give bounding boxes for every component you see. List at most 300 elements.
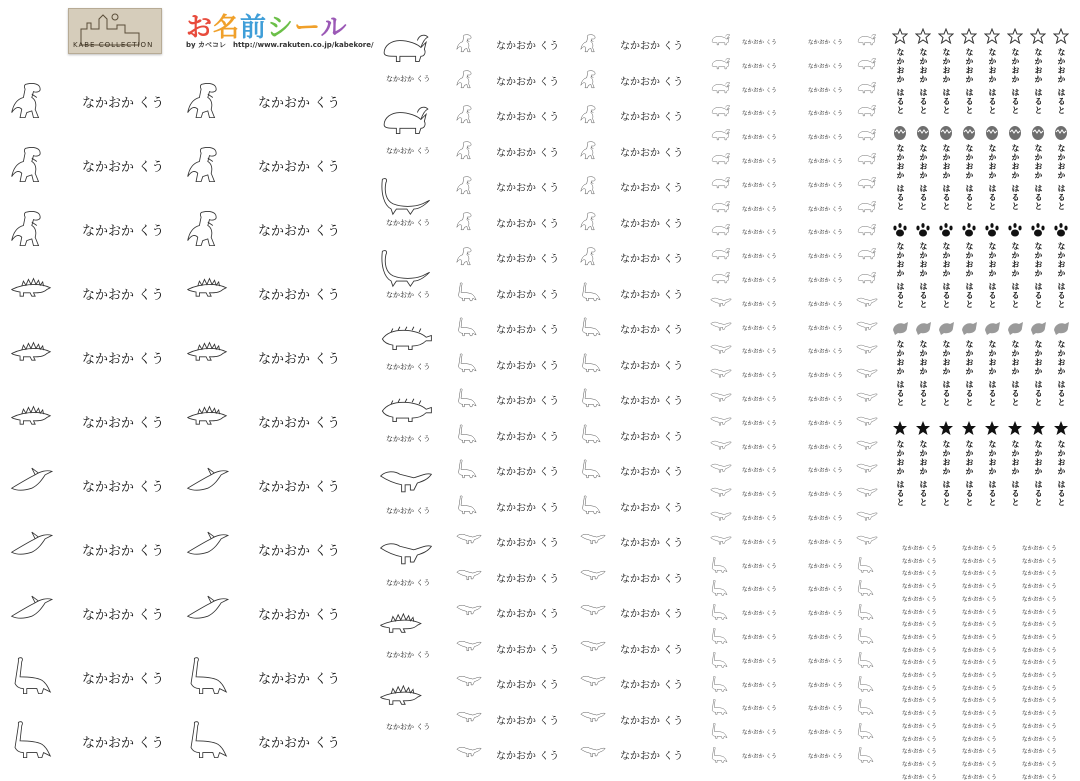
triceratops-icon	[856, 175, 878, 193]
name-label: なかおか くう	[808, 254, 843, 261]
brachiosaurus-icon	[856, 556, 878, 574]
name-label: なかおか くう	[808, 516, 843, 522]
vertical-name-label: なかおか はると	[896, 48, 905, 115]
vertical-name-label: なかおか はると	[965, 242, 974, 309]
name-label: なかおか くう	[902, 660, 937, 667]
name-label: なかおか くう	[808, 230, 843, 237]
triceratops-icon	[856, 151, 878, 169]
name-label: なかおか くう	[1022, 749, 1057, 756]
plesiosaur-icon	[372, 246, 440, 288]
allosaurus-icon	[856, 460, 878, 478]
vertical-name-label: なかおか はると	[919, 340, 928, 407]
allosaurus-icon	[856, 508, 878, 526]
name-label: なかおか くう	[808, 706, 843, 713]
brachiosaurus-icon	[456, 421, 482, 447]
name-label: なかおか くう	[258, 480, 341, 495]
vertical-name-label: なかおか はると	[965, 340, 974, 407]
name-label: なかおか くう	[620, 751, 684, 762]
name-label: なかおか くう	[962, 622, 997, 629]
name-label: なかおか くう	[1022, 546, 1057, 552]
allosaurus-icon	[710, 341, 732, 359]
name-label: なかおか くう	[902, 685, 937, 692]
stegosaurus-icon	[186, 330, 238, 382]
brachiosaurus-icon	[710, 698, 732, 716]
name-label: なかおか くう	[496, 325, 560, 336]
vertical-name-label: なかおか はると	[942, 242, 951, 309]
name-label: なかおか くう	[742, 40, 777, 46]
vertical-name-label: なかおか はると	[896, 340, 905, 407]
name-label: なかおか くう	[258, 352, 341, 367]
name-label: なかおか くう	[742, 206, 777, 213]
triceratops-icon	[710, 127, 732, 145]
name-label: なかおか くう	[620, 538, 684, 549]
name-label: なかおか くう	[82, 608, 165, 623]
name-label: なかおか くう	[742, 325, 777, 332]
name-label: なかおか くう	[82, 736, 165, 751]
vertical-name-label: なかおか はると	[965, 144, 974, 211]
allosaurus-icon	[856, 413, 878, 431]
allosaurus-icon	[580, 669, 606, 695]
name-label: なかおか くう	[902, 736, 937, 743]
name-label: なかおか くう	[742, 87, 777, 94]
trex-icon	[186, 74, 238, 126]
ankylosaurus-icon	[372, 318, 440, 360]
name-label: なかおか くう	[620, 644, 684, 656]
title-char: ー	[294, 13, 321, 43]
brachiosaurus-icon	[856, 627, 878, 645]
trex-icon	[10, 138, 62, 190]
brachiosaurus-icon	[856, 579, 878, 597]
vertical-name-label: なかおか はると	[1057, 144, 1066, 211]
trex-icon	[186, 138, 238, 190]
star-outline-icon	[984, 28, 1000, 44]
triceratops-icon	[856, 222, 878, 240]
name-label: なかおか くう	[82, 480, 165, 495]
triceratops-icon	[710, 199, 732, 217]
stegosaurus-icon	[186, 394, 238, 446]
vertical-name-label: なかおか はると	[988, 144, 997, 211]
vertical-name-label: なかおか はると	[1034, 242, 1043, 309]
name-label: なかおか くう	[808, 754, 843, 760]
allosaurus-icon	[856, 437, 878, 455]
plesiosaur-icon	[372, 174, 440, 216]
caption-label: なかおか くう	[386, 291, 431, 299]
paw-print-icon	[938, 222, 954, 238]
name-label: なかおか くう	[808, 420, 843, 427]
name-label: なかおか くう	[1022, 736, 1057, 743]
name-label: なかおか くう	[962, 673, 997, 679]
name-label: なかおか くう	[962, 609, 997, 616]
allosaurus-icon	[580, 598, 606, 624]
vertical-name-label: なかおか はると	[988, 242, 997, 309]
name-label: なかおか くう	[258, 96, 341, 111]
allosaurus-icon	[456, 634, 482, 660]
name-label: なかおか くう	[962, 558, 997, 565]
name-label: なかおか くう	[496, 112, 560, 123]
brachiosaurus-icon	[10, 650, 62, 702]
name-label: なかおか くう	[1022, 584, 1057, 591]
name-label: なかおか くう	[496, 538, 560, 549]
name-label: なかおか くう	[902, 673, 937, 679]
name-label: なかおか くう	[620, 147, 684, 159]
trex-icon	[580, 172, 606, 198]
name-label: なかおか くう	[82, 96, 165, 111]
brachiosaurus-icon	[710, 603, 732, 621]
vertical-name-label: なかおか はると	[896, 144, 905, 211]
star-filled-icon	[961, 420, 977, 436]
dino-egg-icon	[938, 124, 954, 140]
pteranodon-icon	[186, 522, 238, 574]
dino-egg-icon	[892, 124, 908, 140]
page-title	[186, 7, 348, 44]
name-label: なかおか くう	[620, 573, 684, 585]
triceratops-icon	[372, 30, 440, 72]
name-label: なかおか くう	[808, 325, 843, 332]
title-char: お	[186, 13, 214, 43]
paw-print-icon	[1030, 222, 1046, 238]
vertical-name-label: なかおか はると	[988, 440, 997, 507]
triceratops-icon	[710, 270, 732, 288]
name-label: なかおか くう	[620, 502, 684, 514]
trex-icon	[10, 202, 62, 254]
name-label: なかおか くう	[742, 278, 777, 284]
name-label: なかおか くう	[808, 63, 843, 70]
name-label: なかおか くう	[496, 396, 560, 407]
brachiosaurus-icon	[580, 456, 606, 482]
name-label: なかおか くう	[620, 431, 684, 443]
star-outline-icon	[961, 28, 977, 44]
trex-icon	[456, 243, 482, 269]
vertical-name-label: なかおか はると	[1034, 48, 1043, 115]
allosaurus-icon	[580, 527, 606, 553]
name-label: なかおか くう	[962, 584, 997, 591]
star-filled-icon	[1007, 420, 1023, 436]
name-label: なかおか くう	[1022, 761, 1057, 768]
name-label: なかおか くう	[258, 416, 341, 431]
paw-print-icon	[1053, 222, 1069, 238]
name-label: なかおか くう	[1022, 596, 1057, 603]
brachiosaurus-icon	[856, 651, 878, 669]
triceratops-icon	[856, 56, 878, 74]
name-label: なかおか くう	[902, 634, 937, 641]
name-label: なかおか くう	[808, 492, 843, 499]
name-label: なかおか くう	[742, 730, 777, 737]
trex-icon	[580, 30, 606, 56]
star-filled-icon	[915, 420, 931, 436]
dino-head-icon	[1030, 320, 1046, 336]
dino-head-icon	[892, 320, 908, 336]
stegosaurus-icon	[10, 266, 62, 318]
vertical-name-label: なかおか はると	[919, 48, 928, 115]
brachiosaurus-icon	[456, 492, 482, 518]
name-label: なかおか くう	[496, 751, 560, 762]
name-label: なかおか くう	[82, 544, 165, 559]
triceratops-icon	[856, 199, 878, 217]
name-label: なかおか くう	[742, 516, 777, 522]
name-label: なかおか くう	[82, 224, 165, 239]
name-label: なかおか くう	[496, 360, 560, 372]
caption-label: なかおか くう	[386, 651, 431, 659]
paw-print-icon	[892, 222, 908, 238]
name-label: なかおか くう	[742, 111, 777, 118]
star-outline-icon	[1030, 28, 1046, 44]
allosaurus-icon	[856, 484, 878, 502]
vertical-name-label: なかおか はると	[1011, 242, 1020, 309]
name-label: なかおか くう	[496, 609, 560, 620]
dino-egg-icon	[961, 124, 977, 140]
name-label: なかおか くう	[742, 754, 777, 760]
vertical-name-label: なかおか はると	[1057, 242, 1066, 309]
dino-head-icon	[1053, 320, 1069, 336]
triceratops-icon	[856, 246, 878, 264]
vertical-name-label: なかおか はると	[942, 340, 951, 407]
name-label: なかおか くう	[808, 111, 843, 118]
name-label: なかおか くう	[742, 563, 777, 570]
pteranodon-icon	[186, 458, 238, 510]
vertical-name-label: なかおか はると	[1057, 440, 1066, 507]
allosaurus-icon	[856, 294, 878, 312]
allosaurus-icon	[580, 705, 606, 731]
caption-label: なかおか くう	[386, 363, 431, 371]
name-label: なかおか くう	[808, 135, 843, 142]
vertical-name-label: なかおか はると	[896, 242, 905, 309]
allosaurus-icon	[856, 341, 878, 359]
paw-print-icon	[1007, 222, 1023, 238]
brachiosaurus-icon	[856, 675, 878, 693]
vertical-name-label: なかおか はると	[1011, 48, 1020, 115]
allosaurus-icon	[456, 563, 482, 589]
name-label: なかおか くう	[496, 644, 560, 656]
name-label: なかおか くう	[962, 634, 997, 641]
triceratops-icon	[710, 222, 732, 240]
trex-icon	[456, 208, 482, 234]
name-label: なかおか くう	[1022, 774, 1057, 781]
trex-icon	[456, 30, 482, 56]
name-label: なかおか くう	[1022, 698, 1057, 705]
name-label: なかおか くう	[808, 182, 843, 189]
name-label: なかおか くう	[82, 416, 165, 431]
name-label: なかおか くう	[620, 680, 684, 691]
brachiosaurus-icon	[856, 698, 878, 716]
trex-icon	[186, 202, 238, 254]
name-label: なかおか くう	[902, 609, 937, 616]
name-label: なかおか くう	[808, 206, 843, 213]
vertical-name-label: なかおか はると	[896, 440, 905, 507]
name-label: なかおか くう	[808, 87, 843, 94]
allosaurus-icon	[710, 389, 732, 407]
name-label: なかおか くう	[962, 711, 997, 718]
name-label: なかおか くう	[902, 749, 937, 756]
allosaurus-icon	[710, 484, 732, 502]
name-label: なかおか くう	[962, 761, 997, 768]
star-filled-icon	[1053, 420, 1069, 436]
star-filled-icon	[892, 420, 908, 436]
trex-icon	[580, 208, 606, 234]
triceratops-icon	[710, 246, 732, 264]
brachiosaurus-icon	[456, 350, 482, 376]
triceratops-icon	[710, 80, 732, 98]
dino-egg-icon	[1030, 124, 1046, 140]
name-label: なかおか くう	[742, 611, 777, 618]
name-label: なかおか くう	[620, 183, 684, 194]
caption-label: なかおか くう	[386, 723, 431, 731]
logo-caption: KABE COLLECTION	[73, 41, 154, 49]
name-label: なかおか くう	[742, 254, 777, 261]
name-label: なかおか くう	[962, 546, 997, 552]
name-label: なかおか くう	[496, 76, 560, 88]
vertical-name-label: なかおか はると	[1011, 144, 1020, 211]
name-label: なかおか くう	[902, 622, 937, 629]
dino-egg-icon	[984, 124, 1000, 140]
name-label: なかおか くう	[808, 40, 843, 46]
name-label: なかおか くう	[742, 230, 777, 237]
brachiosaurus-icon	[580, 421, 606, 447]
allosaurus-icon	[710, 365, 732, 383]
name-label: なかおか くう	[808, 278, 843, 284]
brachiosaurus-icon	[710, 579, 732, 597]
brachiosaurus-icon	[710, 651, 732, 669]
name-label: なかおか くう	[620, 396, 684, 407]
allosaurus-icon	[710, 508, 732, 526]
vertical-name-label: なかおか はると	[965, 440, 974, 507]
name-label: なかおか くう	[808, 635, 843, 641]
vertical-name-label: なかおか はると	[919, 440, 928, 507]
name-label: なかおか くう	[808, 682, 843, 689]
brachiosaurus-icon	[856, 746, 878, 764]
paw-print-icon	[961, 222, 977, 238]
stegosaurus-icon	[186, 266, 238, 318]
stegosaurus-icon	[10, 330, 62, 382]
name-label: なかおか くう	[962, 571, 997, 578]
triceratops-icon	[856, 103, 878, 121]
name-label: なかおか くう	[1022, 571, 1057, 578]
name-label: なかおか くう	[620, 467, 684, 478]
allosaurus-icon	[456, 705, 482, 731]
byline: by カベコレ http://www.rakuten.co.jp/kabekore/	[186, 41, 374, 49]
name-label: なかおか くう	[742, 63, 777, 70]
trex-icon	[456, 66, 482, 92]
name-label: なかおか くう	[620, 76, 684, 88]
caption-label: なかおか くう	[386, 75, 431, 83]
name-label: なかおか くう	[742, 658, 777, 665]
name-label: なかおか くう	[962, 723, 997, 730]
triceratops-icon	[372, 102, 440, 144]
name-label: なかおか くう	[808, 373, 843, 380]
name-label: なかおか くう	[808, 468, 843, 475]
name-label: なかおか くう	[902, 546, 937, 552]
name-label: なかおか くう	[808, 159, 843, 165]
allosaurus-icon	[710, 437, 732, 455]
allosaurus-icon	[580, 563, 606, 589]
name-label: なかおか くう	[496, 254, 560, 265]
name-label: なかおか くう	[258, 544, 341, 559]
name-label: なかおか くう	[742, 539, 777, 546]
trex-icon	[580, 137, 606, 163]
trex-icon	[456, 101, 482, 127]
caption-label: なかおか くう	[386, 219, 431, 227]
name-label: なかおか くう	[742, 682, 777, 689]
name-label: なかおか くう	[742, 706, 777, 713]
allosaurus-icon	[710, 413, 732, 431]
name-label: なかおか くう	[496, 573, 560, 585]
name-label: なかおか くう	[808, 730, 843, 737]
title-char: シ	[267, 13, 295, 43]
name-label: なかおか くう	[258, 672, 341, 687]
name-label: なかおか くう	[808, 444, 843, 451]
caption-label: なかおか くう	[386, 579, 431, 587]
name-label: なかおか くう	[742, 444, 777, 451]
name-label: なかおか くう	[620, 254, 684, 265]
allosaurus-icon	[580, 634, 606, 660]
vertical-name-label: なかおか はると	[942, 440, 951, 507]
name-label: なかおか くう	[496, 715, 560, 727]
star-filled-icon	[984, 420, 1000, 436]
title-char: ル	[320, 13, 348, 43]
dino-head-icon	[938, 320, 954, 336]
name-label: なかおか くう	[82, 352, 165, 367]
triceratops-icon	[710, 103, 732, 121]
triceratops-icon	[710, 56, 732, 74]
pteranodon-icon	[10, 522, 62, 574]
allosaurus-icon	[456, 598, 482, 624]
name-label: なかおか くう	[620, 218, 684, 230]
allosaurus-icon	[856, 389, 878, 407]
name-label: なかおか くう	[902, 596, 937, 603]
name-label: なかおか くう	[808, 539, 843, 546]
pteranodon-icon	[10, 458, 62, 510]
stegosaurus-icon	[10, 394, 62, 446]
brachiosaurus-icon	[186, 650, 238, 702]
caption-label: なかおか くう	[386, 507, 431, 515]
name-label: なかおか くう	[742, 397, 777, 403]
name-label: なかおか くう	[82, 160, 165, 175]
name-label: なかおか くう	[742, 468, 777, 475]
dino-head-icon	[915, 320, 931, 336]
name-label: なかおか くう	[902, 571, 937, 578]
allosaurus-icon	[580, 740, 606, 766]
vertical-name-label: なかおか はると	[1057, 340, 1066, 407]
allosaurus-icon	[856, 532, 878, 550]
name-label: なかおか くう	[496, 289, 560, 301]
allosaurus-icon	[710, 532, 732, 550]
dino-egg-icon	[915, 124, 931, 140]
name-label: なかおか くう	[258, 224, 341, 239]
name-label: なかおか くう	[742, 635, 777, 641]
name-label: なかおか くう	[496, 502, 560, 514]
vertical-name-label: なかおか はると	[988, 340, 997, 407]
name-label: なかおか くう	[742, 492, 777, 499]
brachiosaurus-icon	[10, 714, 62, 766]
allosaurus-icon	[456, 527, 482, 553]
name-label: なかおか くう	[620, 112, 684, 123]
allosaurus-icon	[456, 669, 482, 695]
name-label: なかおか くう	[962, 736, 997, 743]
name-label: なかおか くう	[1022, 634, 1057, 641]
name-label: なかおか くう	[258, 608, 341, 623]
star-outline-icon	[892, 28, 908, 44]
title-char: 前	[240, 13, 268, 43]
vertical-name-label: なかおか はると	[1034, 144, 1043, 211]
name-label: なかおか くう	[620, 289, 684, 301]
star-outline-icon	[1053, 28, 1069, 44]
vertical-name-label: なかおか はると	[1034, 440, 1043, 507]
kabe-collection-logo	[68, 8, 162, 54]
star-filled-icon	[1030, 420, 1046, 436]
name-label: なかおか くう	[808, 301, 843, 308]
stegosaurus-icon	[372, 678, 440, 720]
paw-print-icon	[915, 222, 931, 238]
allosaurus-icon	[856, 365, 878, 383]
